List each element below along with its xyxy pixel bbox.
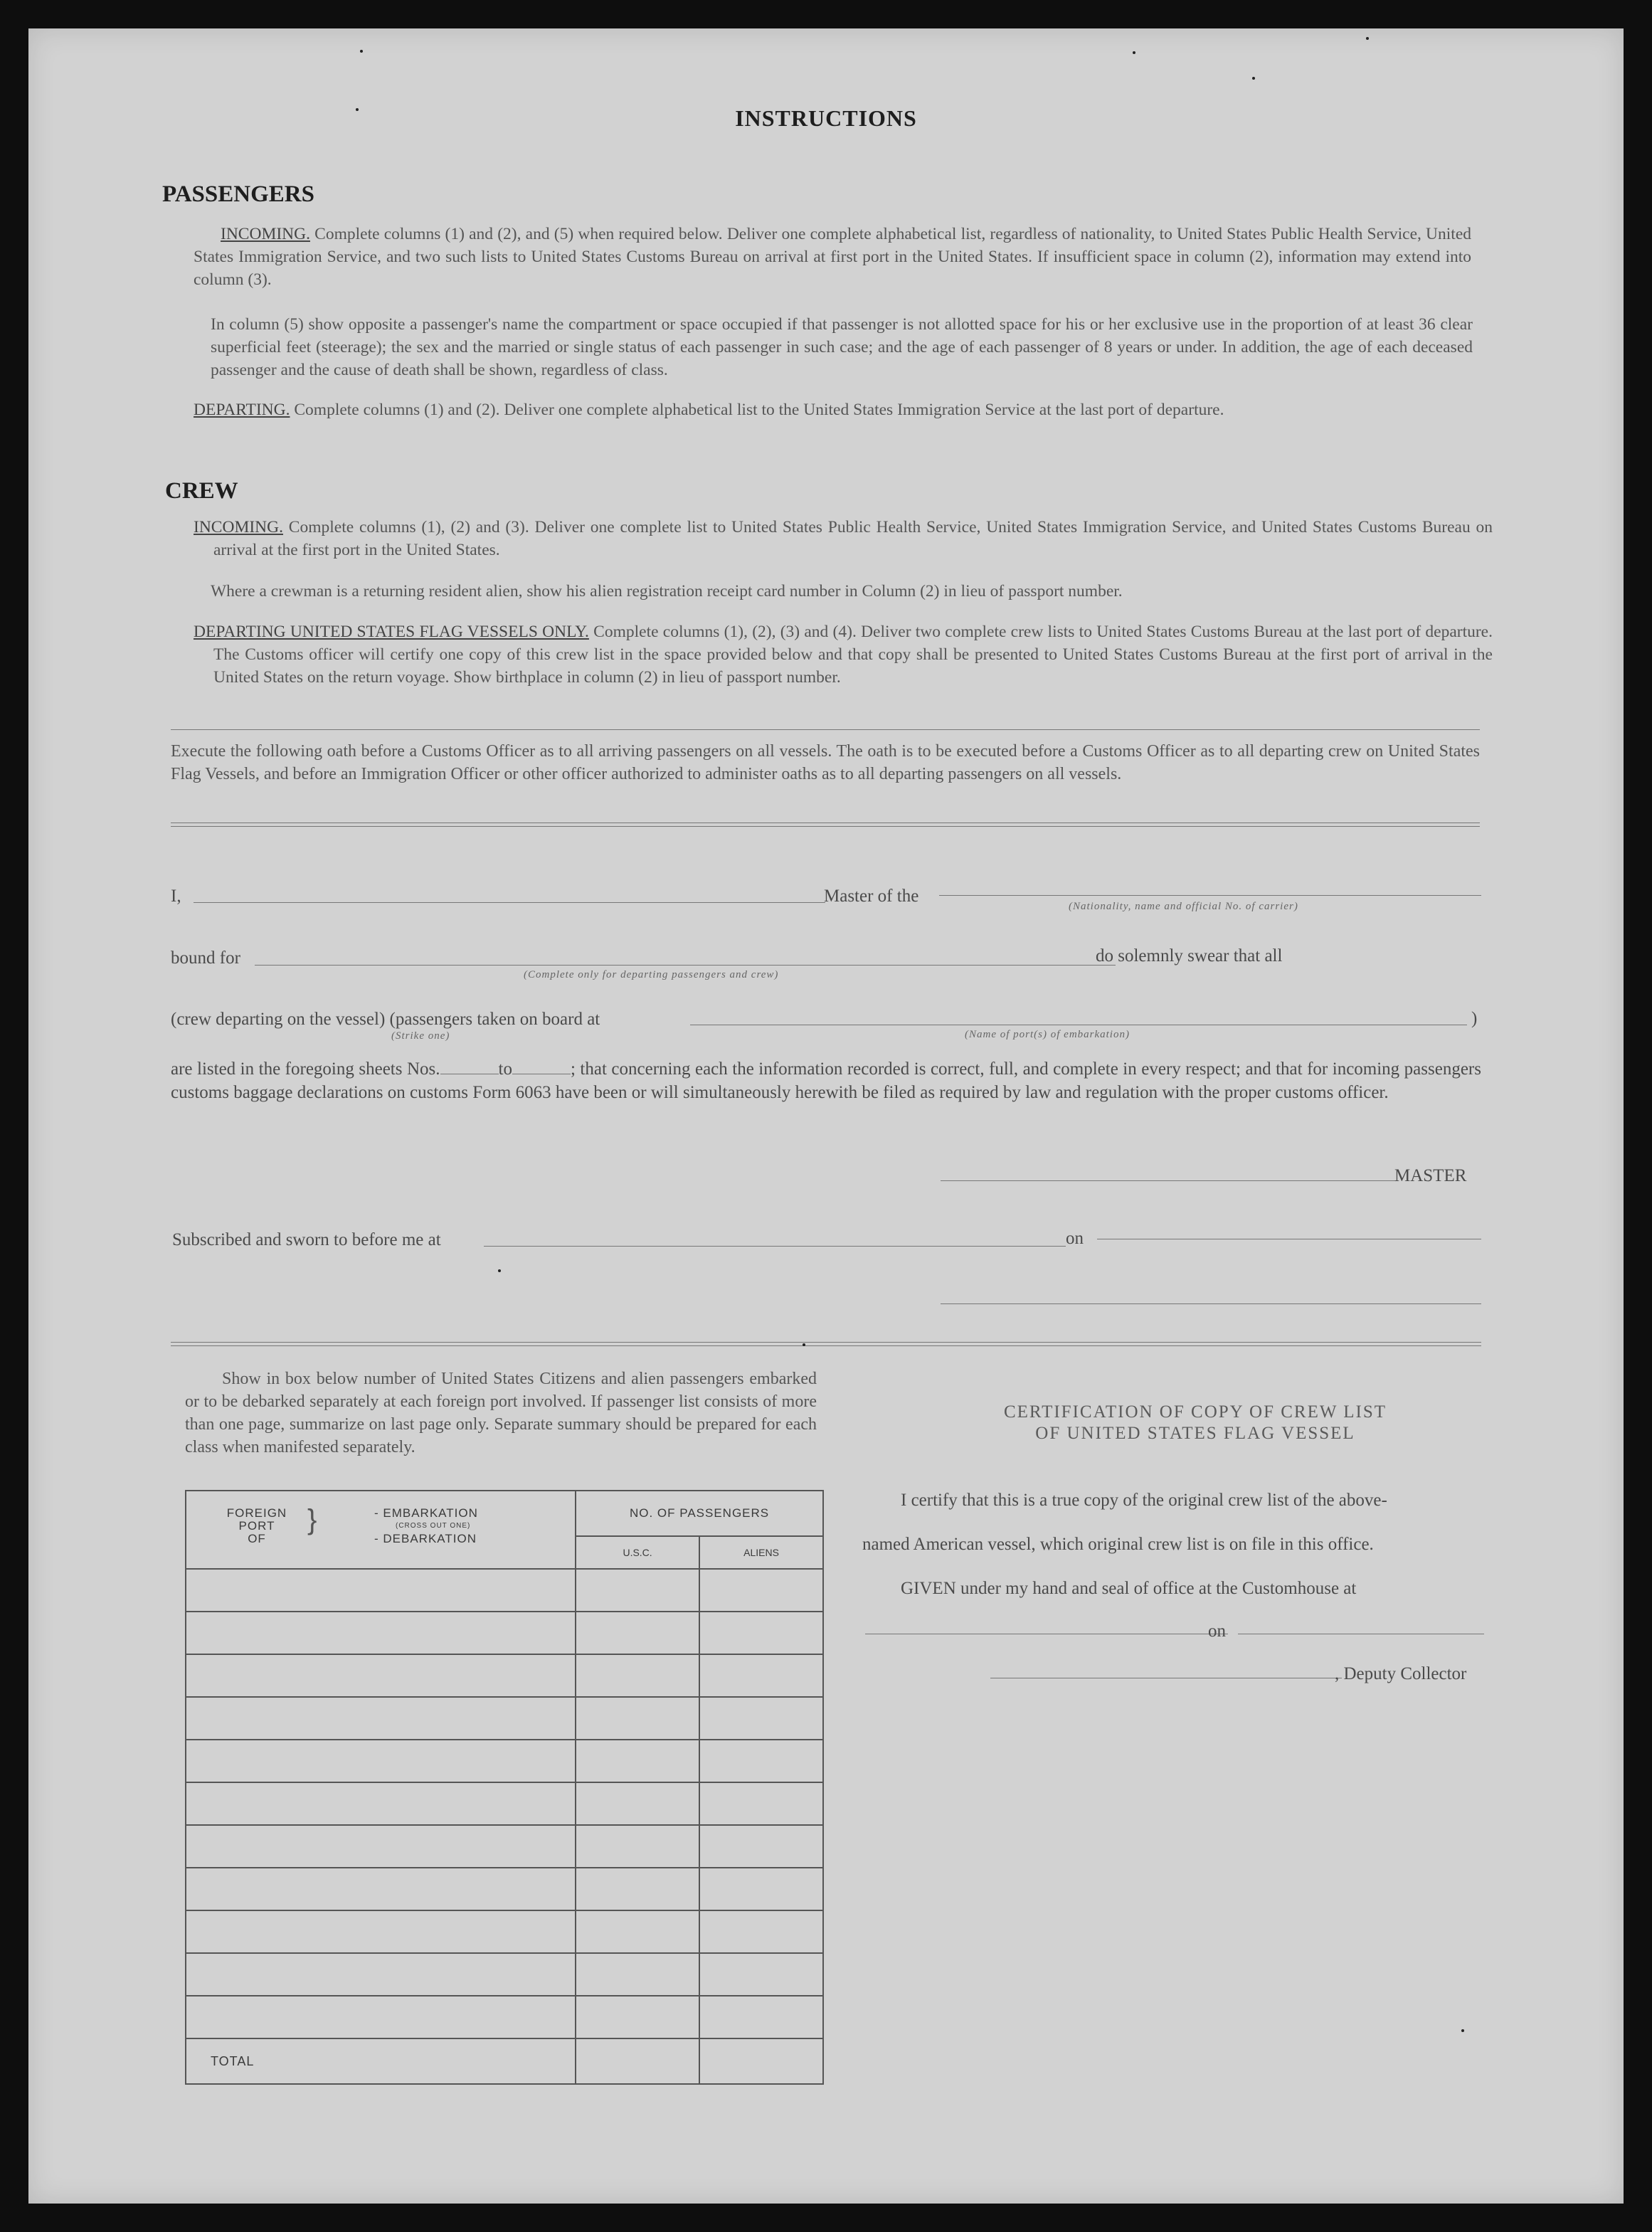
debarkation-label: - DEBARKATION [374,1532,477,1545]
double-divider [171,823,1480,827]
listed-to: to [498,1059,512,1079]
port-header-cell [186,1491,576,1569]
aliens-cell[interactable] [699,1740,823,1782]
aliens-cell[interactable] [699,1996,823,2038]
crew-incoming-text: Complete columns (1), (2) and (3). Deliver one complete list to United States Public Health Service, United States Immigration Service, and United States Customs Bureau on arrival at the first port in the United States. [213,518,1493,559]
bound-for-line[interactable] [255,965,1116,966]
table-row [186,1740,823,1782]
table-row [186,1910,823,1953]
table-row [186,1868,823,1910]
listed-pre: are listed in the foregoing sheets Nos. [171,1059,440,1079]
usc-cell[interactable] [576,1697,699,1740]
port-cell[interactable] [186,1569,576,1612]
oath-intro: Execute the following oath before a Customs Officer as to all arriving passengers on all vessels. The oath is to be executed before a Customs Officer as to all departing crew on United States Flag Vessels, and before an Immigration Officer or other officer authorized to administer oaths as to all departing passengers on all vessels. [171,742,1480,783]
passengers-departing-paragraph [194,398,1493,421]
deputy-collector-label: , Deputy Collector [1335,1664,1467,1683]
strike-one-caption: (Strike one) [391,1030,450,1042]
close-paren: ) [1471,1009,1478,1028]
bound-for-label: bound for [171,948,240,968]
certification-text-1: I certify that this is a true copy of the original crew list of the above- [901,1491,1387,1510]
certification-title-line2: OF UNITED STATES FLAG VESSEL [1035,1424,1355,1443]
form-page [28,28,1624,2204]
embark-debark-labels [374,1507,478,1545]
port-cell[interactable] [186,1953,576,1996]
aliens-cell[interactable] [699,1697,823,1740]
crew-heading: CREW [165,478,238,504]
passengers-incoming-lead: INCOMING. [221,225,310,243]
port-cell[interactable] [186,1740,576,1782]
listed-paragraph [171,1057,1481,1104]
carrier-line[interactable] [939,895,1481,896]
table-row [186,1996,823,2038]
swear-label: do solemnly swear that all [1096,946,1283,966]
port-cell[interactable] [186,1612,576,1654]
oath-i-label: I, [171,887,181,906]
scan-speck [803,1343,805,1346]
table-row [186,1612,823,1654]
passengers-column5-paragraph: In column (5) show opposite a passenger's name the compartment or space occupied if that passenger is not allotted space for his or her exclusive use in the proportion of at least 36 clear superficial feet (steerage); the sex and the married or single status of each passenger in such case; and the age of each passenger of 8 years or under. In addition, the age of each deceased passenger and the cause of death shall be shown, regardless of class. [211,315,1473,379]
crew-incoming-paragraph [194,516,1493,561]
brace-icon: } [307,1504,317,1535]
port-cell[interactable] [186,1910,576,1953]
certification-text-3: GIVEN under my hand and seal of office at the Customhouse at [901,1579,1357,1598]
crew-departing-lead: DEPARTING UNITED STATES FLAG VESSELS ONLY. [194,623,589,641]
passengers-incoming-paragraph [194,223,1471,291]
double-divider-lower [171,1342,1481,1346]
passengers-heading: PASSENGERS [162,181,314,207]
aliens-cell[interactable] [699,1953,823,1996]
usc-cell[interactable] [576,1740,699,1782]
passengers-departing-lead: DEPARTING. [194,401,290,419]
listed-post: ; that concerning each the information recorded is correct, full, and complete in every respect; and that for incoming passengers customs baggage declarations on customs Form 6063 have been or will simultaneously herewith be filed as required by law and regulation with the proper customs officer. [171,1059,1481,1102]
usc-cell[interactable] [576,1825,699,1868]
table-row [186,1697,823,1740]
complete-only-caption: (Complete only for departing passengers and crew) [524,969,779,980]
officer-signature-line[interactable] [941,1303,1481,1304]
table-row [186,1782,823,1825]
certification-on-label: on [1208,1622,1226,1641]
port-cell[interactable] [186,1654,576,1697]
scan-speck [1366,37,1369,40]
summary-note: Show in box below number of United States Citizens and alien passengers embarked or to be debarked separately at each foreign port involved. If passenger list consists of more than one page, summarize on last page only. Separate summary should be prepared for each class when manifested separately. [185,1370,817,1456]
of-label: OF [248,1532,266,1545]
certification-text-2: named American vessel, which original crew list is on file in this office. [862,1535,1374,1554]
aliens-header: ALIENS [699,1536,823,1569]
usc-header: U.S.C. [576,1536,699,1569]
embarkation-label: - EMBARKATION [374,1506,478,1520]
subscribed-label: Subscribed and sworn to before me at [172,1230,441,1249]
usc-cell[interactable] [576,1953,699,1996]
master-signature-line[interactable] [941,1180,1396,1181]
aliens-cell[interactable] [699,1612,823,1654]
divider [171,729,1480,730]
certification-title-line1: CERTIFICATION OF COPY OF CREW LIST [1003,1402,1387,1422]
aliens-cell[interactable] [699,1654,823,1697]
aliens-cell[interactable] [699,1825,823,1868]
usc-cell[interactable] [576,1569,699,1612]
summary-table-body [186,1569,823,2038]
passengers-incoming-text: Complete columns (1) and (2), and (5) when required below. Deliver one complete alphabetical list, regardless of nationality, to United States Public Health Service, United States Immigration Service, and two such lists to United States Customs Bureau on arrival at first port in the United States. If insufficient space in column (2), information may extend into column (3). [194,225,1472,289]
cross-out-one-label: (CROSS OUT ONE) [396,1522,471,1530]
foreign-port-of [218,1507,296,1545]
crew-resident-paragraph: Where a crewman is a returning resident alien, show his alien registration receipt card number in Column (2) in lieu of passport number. [211,582,1123,601]
nationality-caption: (Nationality, name and official No. of carrier) [1069,901,1298,912]
aliens-cell[interactable] [699,1868,823,1910]
master-name-line[interactable] [194,902,825,903]
passengers-departing-text: Complete columns (1) and (2). Deliver one complete alphabetical list to the United States Immigration Service at the last port of departure. [294,401,1224,419]
total-label-cell: TOTAL [186,2038,576,2084]
foreign-label: FOREIGN [226,1506,287,1520]
scan-speck [498,1269,501,1272]
certification-title [882,1402,1508,1444]
no-of-passengers-header: NO. OF PASSENGERS [576,1491,823,1536]
usc-cell[interactable] [576,1996,699,2038]
scan-speck [356,108,359,111]
crew-departing-paragraph [194,620,1493,689]
table-row [186,1825,823,1868]
port-cell[interactable] [186,1782,576,1825]
master-of-label: Master of the [824,887,919,906]
crew-departing-text: Complete columns (1), (2), (3) and (4). Deliver two complete crew lists to United States Customs Bureau at the last port of departure. The Customs officer will certify one copy of this crew list in the space provided below and that copy shall be presented to United States Customs Bureau at the first port of arrival in the United States on the return voyage. Show birthplace in column (2) in lieu of passport number. [213,623,1493,687]
usc-cell[interactable] [576,1910,699,1953]
passenger-summary-table [185,1490,824,2085]
crew-departing-label: (crew departing on the vessel) (passengers taken on board at [171,1010,600,1029]
master-label: MASTER [1394,1166,1467,1185]
usc-cell[interactable] [576,1612,699,1654]
table-row [186,1953,823,1996]
sworn-place-line[interactable] [484,1246,1066,1247]
port-cell[interactable] [186,1868,576,1910]
total-usc-cell[interactable] [576,2038,699,2084]
usc-cell[interactable] [576,1654,699,1697]
scan-speck [1461,2029,1464,2032]
crew-incoming-lead: INCOMING. [194,518,283,536]
aliens-cell[interactable] [699,1910,823,1953]
scan-speck [360,50,363,53]
aliens-cell[interactable] [699,1782,823,1825]
port-cell[interactable] [186,1825,576,1868]
sworn-on-label: on [1066,1229,1084,1248]
table-row [186,1654,823,1697]
usc-cell[interactable] [576,1868,699,1910]
scan-speck [1133,51,1135,54]
total-aliens-cell[interactable] [699,2038,823,2084]
aliens-cell[interactable] [699,1569,823,1612]
usc-cell[interactable] [576,1782,699,1825]
port-cell[interactable] [186,1996,576,2038]
port-label: PORT [238,1519,275,1533]
ports-caption: (Name of port(s) of embarkation) [965,1029,1130,1040]
scan-speck [1252,77,1255,80]
port-cell[interactable] [186,1697,576,1740]
page-title: INSTRUCTIONS [735,105,917,131]
table-row [186,1569,823,1612]
